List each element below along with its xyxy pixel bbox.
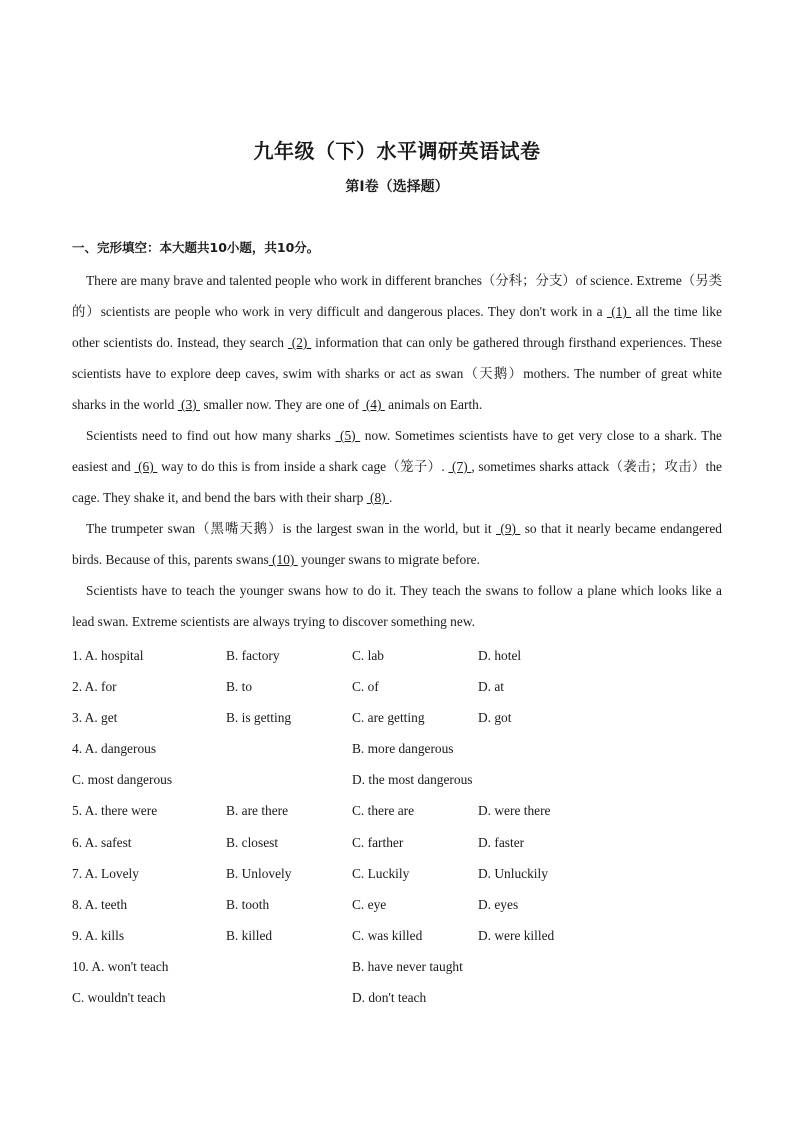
option-9a: 9. A. kills — [72, 927, 125, 943]
option-row-q3 — [72, 702, 722, 733]
passage-text: The trumpeter swan（黑嘴天鹅）is the largest swan in the world, but it — [86, 521, 492, 536]
option-9c: C. was killed — [352, 927, 423, 943]
option-3a: 3. A. get — [72, 710, 118, 726]
blank-10: (10) — [268, 552, 298, 567]
option-10c: C. wouldn't teach — [72, 990, 166, 1006]
passage-text: so that it nearly became endangered birds. Because of this, parents swans — [72, 521, 723, 567]
cloze-passage — [72, 265, 722, 637]
option-4d: D. the most dangerous — [352, 772, 473, 788]
option-1b: B. factory — [226, 648, 280, 663]
option-8a: 8. A. teeth — [72, 896, 128, 912]
option-4c: C. most dangerous — [72, 772, 173, 788]
option-10d: D. don't teach — [352, 990, 427, 1006]
option-8b: B. tooth — [226, 896, 270, 912]
passage-paragraph-3 — [72, 513, 722, 575]
option-5b: B. are there — [226, 803, 289, 819]
option-3b: B. is getting — [226, 710, 292, 726]
passage-text: , sometimes sharks attack（袭击；攻击）the cage. They shake it, and bend the bars with their sharp — [72, 459, 722, 505]
option-row-q5 — [72, 795, 722, 826]
passage-paragraph-1 — [72, 265, 722, 420]
answer-options — [72, 640, 722, 1013]
blank-7: (7) — [448, 459, 472, 474]
passage-text: younger swans to migrate before. — [301, 552, 480, 567]
blank-1: (1) — [606, 304, 632, 319]
option-4b: B. more dangerous — [352, 741, 454, 757]
page-subtitle: 第Ⅰ卷（选择题） — [345, 179, 449, 195]
passage-text: There are many brave and talented people who work in different branches（分科；分支）of science. Extreme（另类的）scientists are people who work in very difficult and dangerous places. They don't work in a — [72, 273, 722, 319]
option-2b: B. to — [226, 679, 253, 695]
option-1d: D. hotel — [478, 648, 522, 663]
option-row-q6 — [72, 827, 722, 858]
section-heading: 一、完形填空：本大题共10小题，共10分。 — [72, 240, 320, 255]
option-5a: 5. A. there were — [72, 803, 158, 819]
passage-text: Scientists need to find out how many sharks — [86, 428, 331, 443]
option-6c: C. farther — [352, 834, 404, 850]
blank-3: (3) — [177, 397, 200, 412]
blank-5: (5) — [335, 428, 361, 443]
option-5d: D. were there — [478, 803, 551, 819]
option-9d: D. were killed — [478, 927, 555, 943]
option-5c: C. there are — [352, 803, 415, 819]
option-10b: B. have never taught — [352, 958, 463, 974]
option-7b: B. Unlovely — [226, 865, 292, 881]
option-1c: C. lab — [352, 648, 384, 663]
passage-text: animals on Earth. — [388, 397, 483, 412]
option-7c: C. Luckily — [352, 865, 410, 881]
passage-paragraph-4: Scientists have to teach the younger swans how to do it. They teach the swans to follow a plane which looks like a lead swan. Extreme scientists are always trying to discover something new. — [72, 583, 722, 629]
option-row-q4b — [72, 764, 722, 795]
option-7a: 7. A. Lovely — [72, 865, 139, 881]
option-1a: 1. A. hospital — [72, 648, 144, 663]
option-3d: D. got — [478, 710, 512, 726]
blank-4: (4) — [362, 397, 385, 412]
blank-6: (6) — [134, 459, 158, 474]
blank-2: (2) — [287, 335, 312, 350]
passage-text: way to do this is from inside a shark cage（笼子）. — [161, 459, 445, 474]
option-6a: 6. A. safest — [72, 834, 132, 850]
passage-text: smaller now. They are one of — [203, 397, 360, 412]
blank-9: (9) — [496, 521, 521, 536]
option-8c: C. eye — [352, 896, 387, 912]
option-4a: 4. A. dangerous — [72, 741, 157, 757]
option-row-q7 — [72, 858, 722, 889]
passage-paragraph-2 — [72, 420, 722, 513]
option-2c: C. of — [352, 679, 379, 695]
option-2a: 2. A. for — [72, 679, 117, 695]
blank-8: (8) — [366, 490, 389, 505]
option-6d: D. faster — [478, 834, 525, 850]
option-row-q10a — [72, 951, 722, 982]
option-10a: 10. A. won't teach — [72, 958, 169, 974]
option-row-q8 — [72, 889, 722, 920]
option-row-q10b — [72, 982, 722, 1013]
option-6b: B. closest — [226, 834, 279, 850]
passage-text: . — [388, 490, 393, 505]
option-7d: D. Unluckily — [478, 865, 548, 881]
passage-text: now. Sometimes scientists have to get very close to a shark. The easiest and — [72, 428, 722, 474]
option-3c: C. are getting — [352, 710, 425, 726]
option-row-q4a — [72, 733, 722, 764]
option-row-q1 — [72, 640, 722, 671]
page-title: 九年级（下）水平调研英语试卷 — [253, 139, 541, 163]
option-9b: B. killed — [226, 927, 273, 943]
passage-text: all the time like other scientists do. Instead, they search — [72, 304, 723, 350]
option-row-q9 — [72, 920, 722, 951]
option-2d: D. at — [478, 679, 505, 695]
passage-text: information that can only be gathered through firsthand experiences. These scientists have to explore deep caves, swim with sharks or act as swan（天鹅）mothers. The number of great white sharks in the world — [72, 335, 722, 412]
option-8d: D. eyes — [478, 896, 519, 912]
option-row-q2 — [72, 671, 722, 702]
